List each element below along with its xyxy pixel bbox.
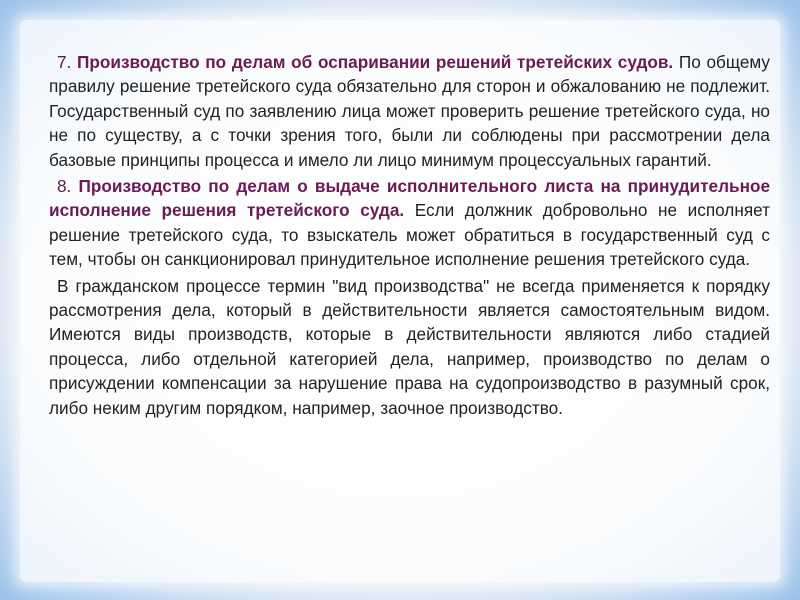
paragraph-8: [49, 174, 770, 272]
paragraph-number: 7.: [57, 52, 72, 72]
paragraph-body: По общему правилу решение третейского суда обязательно для сторон и обжалованию не подлежит. Государственный суд по заявлению лица может проверить решение третейского суда, но не по существу, а с точки зрения того, были ли соблюдены при рассмотрении дела базовые принципы процесса и имело ли лицо минимум процессуальных гарантий.: [49, 52, 770, 170]
paragraph-body: Если должник добровольно не исполняет решение третейского суда, то взыскатель может обратиться в государственный суд с тем, чтобы он санкционировал принудительное исполнение решения третейского суда.: [49, 200, 770, 270]
slide-text: [49, 50, 770, 422]
paragraph-number: 8.: [57, 176, 72, 197]
paragraph-body: В гражданском процессе термин "вид производства" не всегда применяется к порядку рассмотрения дела, который в действительности является самостоятельным видом. Имеются виды производств, которые в действительности являются либо стадией процесса, либо отдельной категорией дела, например, производство по делам о присуждении компенсации за нарушение права на судопроизводство в разумный срок, либо неким другим порядком, например, заочное производство.: [49, 275, 770, 418]
paragraph-7: [49, 50, 770, 172]
paragraph-heading: Производство по делам об оспаривании решений третейских судов.: [77, 52, 674, 72]
paragraph-note: [49, 274, 770, 420]
paragraph-heading: Производство по делам о выдаче исполнительного листа на принудительное исполнение решения третейского суда.: [49, 176, 771, 221]
